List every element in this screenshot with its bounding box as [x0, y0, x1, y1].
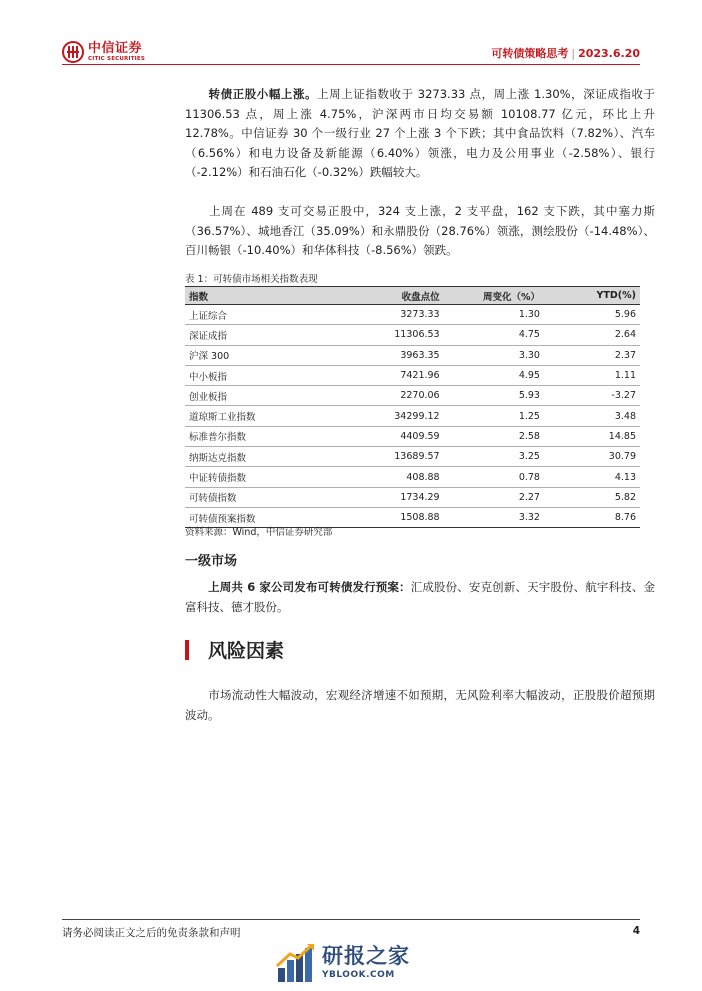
risk-paragraph: [185, 686, 655, 725]
market-summary-text: 上周上证指数收于 3273.33 点，周上涨 1.30%，深证成指收于 11306.53 点，周上涨 4.75%，沪深两市日均交易额 10108.77 亿元，环比上升 12.78%。中信证券 30 个一级行业 27 个上涨 3 个下跌；其中食品饮料（7.82%）、汽车（6.56%）和电力设备及新能源（6.40%）领涨，电力及公用事业（-2.58%）、银行（-2.12%）和石油石化（-0.32%）跌幅较大。: [185, 87, 655, 179]
section-accent-bar: [185, 640, 189, 660]
cell-ytd: 2.64: [544, 325, 640, 345]
cell-close: 34299.12: [367, 406, 444, 426]
cell-ytd: 30.79: [544, 447, 640, 467]
header-separator: |: [571, 47, 576, 60]
cell-close: 2270.06: [367, 386, 444, 406]
cell-index-name: 标准普尔指数: [185, 426, 367, 446]
cell-weekly-change: 1.30: [444, 305, 544, 325]
cell-weekly-change: 4.95: [444, 365, 544, 385]
cell-close: 4409.59: [367, 426, 444, 446]
header-rule: [62, 64, 640, 65]
primary-market-paragraph: [185, 578, 655, 617]
cell-weekly-change: 4.75: [444, 325, 544, 345]
table-row: [185, 365, 640, 385]
cell-close: 1734.29: [367, 487, 444, 507]
index-performance-table: [185, 286, 640, 528]
cell-index-name: 上证综合: [185, 305, 367, 325]
cell-close: 13689.57: [367, 447, 444, 467]
cell-index-name: 深证成指: [185, 325, 367, 345]
cell-weekly-change: 5.93: [444, 386, 544, 406]
cell-close: 3273.33: [367, 305, 444, 325]
table-header-row: [185, 287, 640, 305]
cell-close: 3963.35: [367, 345, 444, 365]
cell-index-name: 中小板指: [185, 365, 367, 385]
citic-logo-icon: [62, 41, 84, 63]
logo-en-text: CITIC SECURITIES: [88, 55, 146, 62]
cell-weekly-change: 3.32: [444, 507, 544, 527]
table-row: [185, 467, 640, 487]
cell-index-name: 可转债预案指数: [185, 507, 367, 527]
cell-ytd: 5.96: [544, 305, 640, 325]
col-header-close: 收盘点位: [367, 287, 444, 305]
table-caption: 表 1：可转债市场相关指数表现: [185, 274, 318, 285]
stock-summary-paragraph: [185, 202, 655, 261]
report-date: 2023.6.20: [578, 47, 640, 60]
watermark-cn-text: 研报之家: [322, 944, 410, 968]
cell-close: 408.88: [367, 467, 444, 487]
cell-index-name: 中证转债指数: [185, 467, 367, 487]
citic-logo: [62, 39, 182, 65]
table-row: [185, 325, 640, 345]
cell-index-name: 道琼斯工业指数: [185, 406, 367, 426]
table-row: [185, 447, 640, 467]
report-header: [491, 45, 640, 61]
bar-chart-arrow-icon: [276, 942, 316, 984]
cell-ytd: -3.27: [544, 386, 640, 406]
table-row: [185, 426, 640, 446]
cell-index-name: 可转债指数: [185, 487, 367, 507]
table-row: [185, 305, 640, 325]
cell-weekly-change: 0.78: [444, 467, 544, 487]
cell-weekly-change: 2.58: [444, 426, 544, 446]
cell-ytd: 14.85: [544, 426, 640, 446]
cell-index-name: 沪深 300: [185, 345, 367, 365]
stock-summary-text: 上周在 489 支可交易正股中，324 支上涨，2 支平盘，162 支下跌，其中塞力斯（36.57%）、城地香江（35.09%）和永鼎股份（28.76%）领涨，测绘股份（-14.48%）、百川畅银（-10.40%）和华体科技（-8.56%）领跌。: [185, 204, 655, 257]
cell-ytd: 5.82: [544, 487, 640, 507]
cell-weekly-change: 3.30: [444, 345, 544, 365]
cell-ytd: 1.11: [544, 365, 640, 385]
cell-close: 11306.53: [367, 325, 444, 345]
col-header-ytd: YTD(%): [544, 287, 640, 305]
table-row: [185, 386, 640, 406]
primary-market-text: 汇成股份、安克创新、天宇股份、航宇科技、金富科技、德才股份。: [185, 580, 655, 614]
table-row: [185, 406, 640, 426]
cell-ytd: 3.48: [544, 406, 640, 426]
risk-text: 市场流动性大幅波动，宏观经济增速不如预期，无风险利率大幅波动，正股股价超预期波动。: [185, 688, 655, 722]
page-number: 4: [632, 925, 640, 937]
footer-rule: [62, 919, 640, 920]
col-header-index: 指数: [185, 287, 367, 305]
cell-ytd: 4.13: [544, 467, 640, 487]
table-row: [185, 345, 640, 365]
watermark-en-text: YBLOOK.COM: [322, 970, 395, 980]
report-title: 可转债策略思考: [491, 47, 569, 60]
market-summary-paragraph: [185, 85, 655, 183]
market-summary-lead: 转债正股小幅上涨。: [208, 87, 318, 101]
cell-index-name: 创业板指: [185, 386, 367, 406]
cell-close: 7421.96: [367, 365, 444, 385]
cell-weekly-change: 2.27: [444, 487, 544, 507]
footer-disclaimer: 请务必阅读正文之后的免责条款和声明: [62, 927, 241, 939]
section-heading-risk: 风险因素: [208, 640, 285, 662]
logo-cn-text: 中信证券: [88, 40, 143, 56]
cell-weekly-change: 1.25: [444, 406, 544, 426]
cell-close: 1508.88: [367, 507, 444, 527]
primary-market-lead: 上周共 6 家公司发布可转债发行预案：: [208, 580, 411, 594]
watermark: [276, 940, 436, 986]
cell-ytd: 2.37: [544, 345, 640, 365]
cell-index-name: 纳斯达克指数: [185, 447, 367, 467]
section-heading-primary-market: 一级市场: [185, 554, 238, 569]
cell-ytd: 8.76: [544, 507, 640, 527]
cell-weekly-change: 3.25: [444, 447, 544, 467]
col-header-weekly-change: 周变化（%）: [444, 287, 544, 305]
table-source: 资料来源：Wind，中信证券研究部: [185, 527, 333, 538]
table-row: [185, 487, 640, 507]
